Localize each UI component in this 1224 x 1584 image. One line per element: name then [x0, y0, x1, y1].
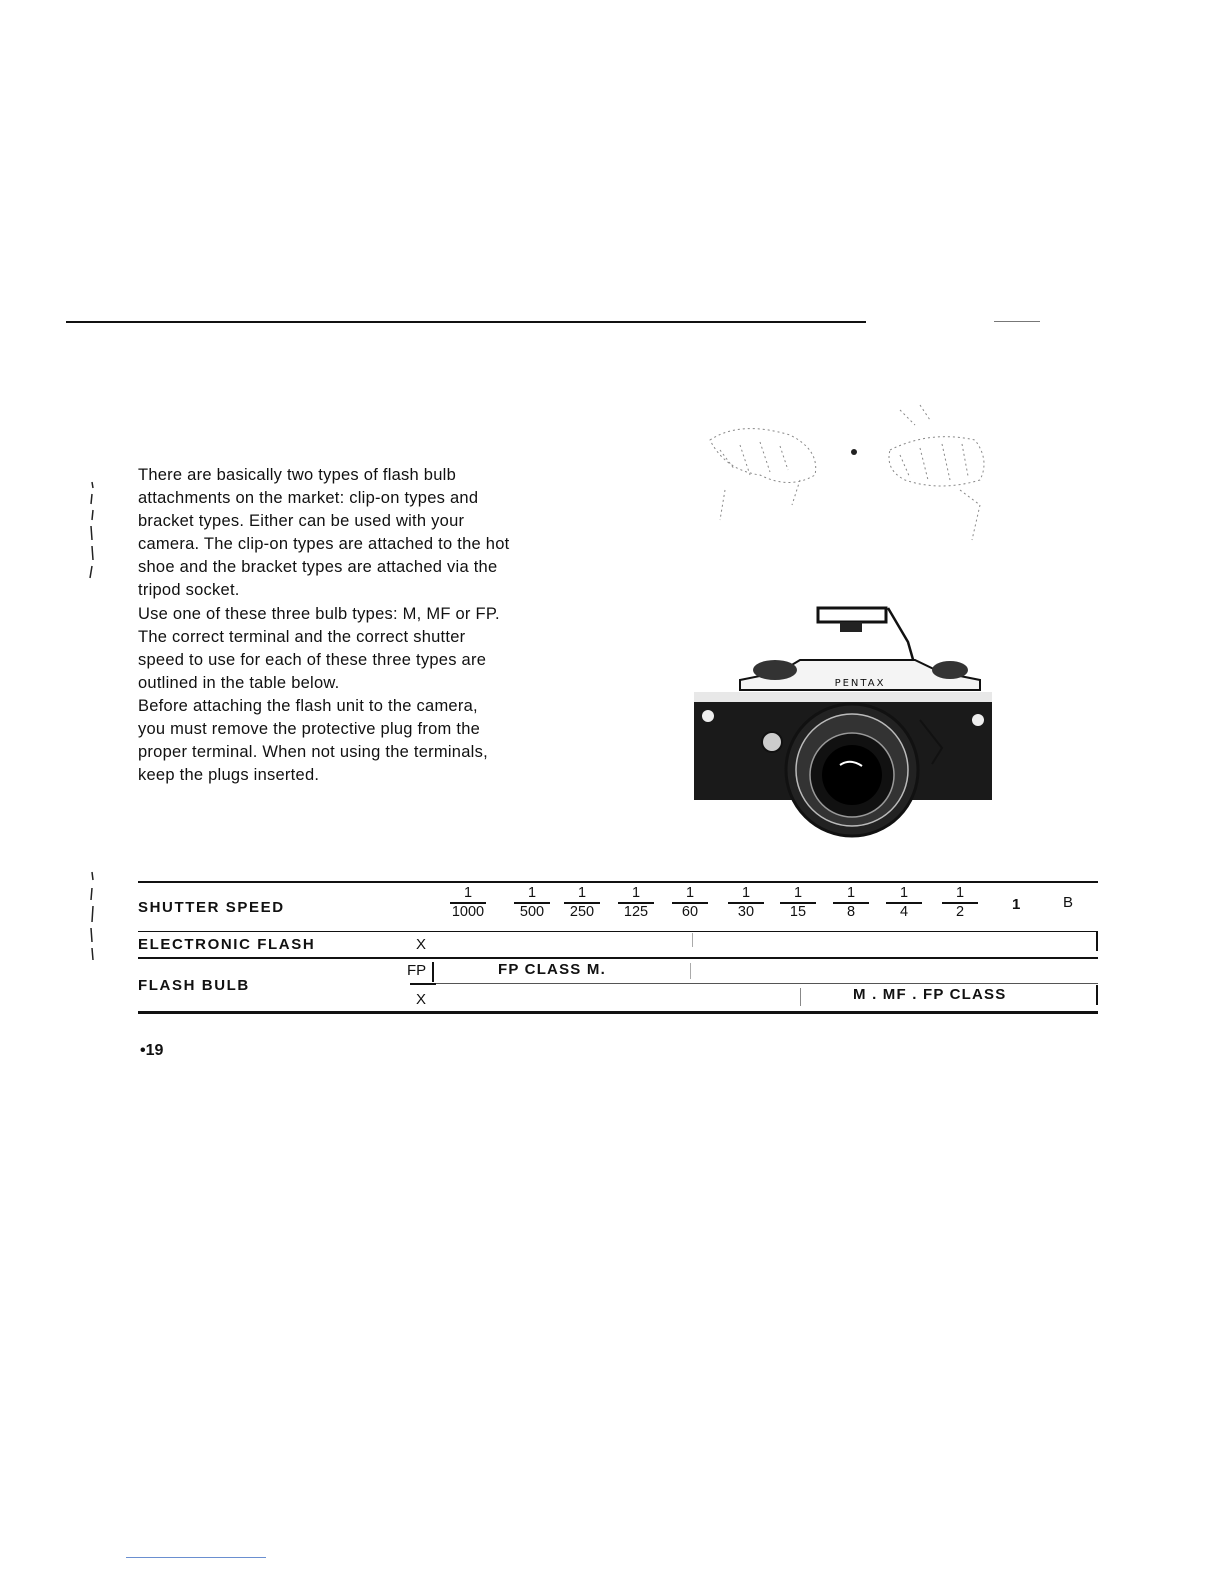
- bulb-fp-range-bar: [432, 962, 434, 982]
- speed-numerator: 1: [955, 885, 965, 901]
- binding-marks-bottom: [84, 870, 100, 970]
- x-dotted-divider: [800, 988, 801, 1006]
- table-rule-bulb-split: [410, 983, 1098, 984]
- fp-dotted-divider: [690, 963, 691, 979]
- intro-line: bracket types. Either can be used with your: [138, 512, 465, 531]
- speed-fraction: [558, 885, 606, 921]
- intro-line: Before attaching the flash unit to the camera,: [138, 696, 478, 715]
- bulb-terminal-divider: [410, 983, 436, 985]
- speed-numerator: 1: [577, 885, 587, 901]
- fp-class-range: FP CLASS M.: [498, 961, 606, 978]
- speed-fraction: [936, 885, 984, 921]
- speed-denominator: 125: [623, 903, 649, 920]
- speed-numerator: 1: [846, 885, 856, 901]
- intro-paragraph: [138, 464, 608, 787]
- intro-line: outlined in the table below.: [138, 673, 340, 692]
- intro-line: camera. The clip-on types are attached to the hot: [138, 535, 510, 554]
- speed-numerator: 1: [685, 885, 695, 901]
- camera-drawing: [680, 380, 1020, 850]
- intro-line: tripod socket.: [138, 581, 240, 600]
- x-range-end: [1096, 985, 1098, 1005]
- speed-fraction: [666, 885, 714, 921]
- speed-fraction: [722, 885, 770, 921]
- flash-bulb-sketch-right: [889, 405, 984, 540]
- intro-line: you must remove the protective plug from the: [138, 720, 481, 739]
- speed-denominator: 30: [737, 903, 755, 920]
- speed-fraction: [508, 885, 556, 921]
- speed-denominator: 15: [789, 903, 807, 920]
- speed-numerator: 1: [793, 885, 803, 901]
- speed-denominator: 4: [899, 903, 909, 920]
- speed-one-second: 1: [1012, 896, 1021, 913]
- speed-fraction: [827, 885, 875, 921]
- speed-fraction: [774, 885, 822, 921]
- flash-bulb-sketch-left: [710, 429, 816, 520]
- bulb-fp-terminal: FP: [407, 962, 427, 979]
- top-rule: [66, 321, 866, 323]
- speed-numerator: 1: [631, 885, 641, 901]
- table-rule-shutter: [138, 931, 1098, 932]
- speed-denominator: 250: [569, 903, 595, 920]
- top-rule-fragment: [994, 321, 1040, 322]
- bulb-x-terminal: X: [416, 991, 427, 1008]
- speed-denominator: 60: [681, 903, 699, 920]
- electronic-dotted-divider: [692, 933, 693, 947]
- speed-denominator: 2: [955, 903, 965, 920]
- intro-line: The correct terminal and the correct shutter: [138, 627, 466, 646]
- intro-line: speed to use for each of these three types are: [138, 650, 487, 669]
- binding-marks-top: [84, 480, 100, 590]
- intro-line: proper terminal. When not using the terminals,: [138, 743, 488, 762]
- speed-numerator: 1: [899, 885, 909, 901]
- intro-line: There are basically two types of flash bulb: [138, 466, 456, 484]
- m-mf-fp-class-range: M . MF . FP CLASS: [853, 986, 1007, 1003]
- camera-illustration: [680, 380, 1020, 850]
- table-top-rule: [138, 881, 1098, 883]
- table-bottom-rule: [138, 1011, 1098, 1014]
- page-number: •19: [140, 1042, 164, 1059]
- electronic-x-terminal: X: [416, 936, 427, 953]
- camera-brand-text: PENTAX: [834, 678, 886, 689]
- table-rule-electronic: [138, 957, 1098, 959]
- intro-line: shoe and the bracket types are attached via the: [138, 558, 498, 577]
- speed-fraction: [612, 885, 660, 921]
- flash-bulb-label: FLASH BULB: [138, 977, 250, 994]
- speed-denominator: 1000: [451, 903, 485, 920]
- speed-fraction: [444, 885, 492, 921]
- speed-bulb: B: [1063, 894, 1074, 911]
- intro-line: Use one of these three bulb types: M, MF or FP.: [138, 604, 500, 623]
- intro-line: keep the plugs inserted.: [138, 766, 320, 785]
- shutter-speed-label: SHUTTER SPEED: [138, 899, 285, 916]
- speed-denominator: 8: [846, 903, 856, 920]
- bottom-rule: [126, 1557, 266, 1558]
- speed-numerator: 1: [741, 885, 751, 901]
- speed-denominator: 500: [519, 903, 545, 920]
- intro-line: attachments on the market: clip-on types and: [138, 489, 479, 508]
- speed-fraction: [880, 885, 928, 921]
- speed-numerator: 1: [463, 885, 473, 901]
- electronic-range-end: [1096, 931, 1098, 951]
- electronic-flash-label: ELECTRONIC FLASH: [138, 936, 316, 953]
- speed-numerator: 1: [527, 885, 537, 901]
